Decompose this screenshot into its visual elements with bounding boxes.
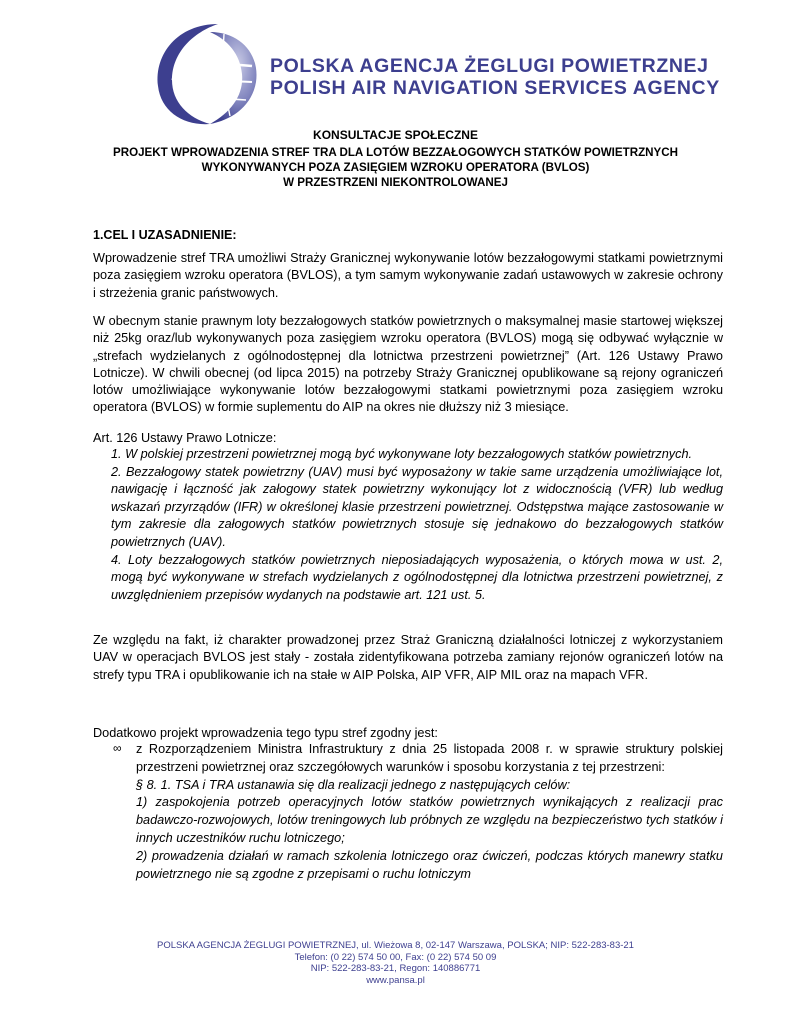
quote-point-4: 4. Loty bezzałogowych statków powietrznych nieposiadających wyposażenia, o których mowa w ust. 2, mogą być wykonywane w strefach wydzielanych z ogólnodostępnej dla lotnictwa przestrzeni powietrznej, z uwzględnieniem przepisów wydanych na podstawie art. 121 ust. 5.	[111, 552, 723, 602]
paragraph-justification: Ze względu na fakt, iż charakter prowadzonej przez Straż Graniczną działalności lotniczej z wykorzystaniem UAV w operacjach BVLOS jest stały - została zidentyfikowana potrzeba zamiany rejonów ograniczeń lotów na strefy typu TRA i opublikowanie ich na stałe w AIP Polska, AIP VFR, AIP MIL oraz na mapach VFR.	[93, 633, 723, 682]
section-heading: 1.CEL I UZASADNIENIE:	[93, 228, 237, 242]
paragraph-article-ref: Art. 126 Ustawy Prawo Lotnicze:	[93, 431, 277, 445]
regulation-quote-3: 2) prowadzenia działań w ramach szkolenia lotniczego oraz ćwiczeń, podczas których manewry statku powietrznego nie są zgodne z przepisami o ruchu lotniczym	[136, 848, 723, 881]
page-footer	[0, 940, 791, 986]
regulation-quote-1: § 8. 1. TSA i TRA ustanawia się dla realizacji jednego z następujących celów:	[136, 777, 571, 792]
title-line-2: WYKONYWANYCH POZA ZASIĘGIEM WZROKU OPERATORA (BVLOS)	[201, 161, 590, 174]
paragraph-legal-state: W obecnym stanie prawnym loty bezzałogowych statków powietrznych o maksymalnej masie startowej większej niż 25kg oraz/lub wykonywanych poza zasięgiem wzroku operatora (BVLOS) mogą się odbywać wyłącznie w „strefach wydzielanych z ogólnodostępnej dla lotnictwa przestrzeni powietrznej” (Art. 126 Ustawy Prawo Lotnicze). W chwili obecnej (od lipca 2015) na potrzeby Straży Granicznej opublikowane są rejony ograniczeń lotów umożliwiające wykonywanie lotów bezzałogowymi statkami powietrznymi poza zasięgiem wzroku operatora (BVLOS) w formie suplementu do AIP na okres nie dłuższy niż 3 miesiące.	[93, 314, 723, 415]
quote-point-2: 2. Bezzałogowy statek powietrzny (UAV) musi być wyposażony w takie same urządzenia umożliwiające lot, nawigację i łączność jak załogowy statek powietrzny wykonujący lot z widocznością (VFR) lub według wskazań przyrządów (IFR) w określonej klasie przestrzeni powietrznej. Odstępstwa mające zastosowanie w tym zakresie dla załogowych statków powietrznych stosuje się jednakowo do bezzałogowych statków powietrznych (UAV).	[111, 464, 723, 549]
footer-address: POLSKA AGENCJA ŻEGLUGI POWIETRZNEJ, ul. Wieżowa 8, 02-147 Warszawa, POLSKA; NIP: 522-283-83-21	[157, 940, 634, 951]
footer-ids: NIP: 522-283-83-21, Regon: 140886771	[310, 963, 481, 974]
title-line-1: PROJEKT WPROWADZENIA STREF TRA DLA LOTÓW BEZZAŁOGOWYCH STATKÓW POWIETRZNYCH	[112, 146, 679, 159]
list-item	[136, 741, 723, 883]
footer-phone: Telefon: (0 22) 574 50 00, Fax: (0 22) 574 50 09	[294, 951, 497, 963]
title-line-3: W PRZESTRZENI NIEKONTROLOWANEJ	[283, 176, 508, 189]
article-quote	[111, 446, 723, 604]
quote-point-1: 1. W polskiej przestrzeni powietrznej mogą być wykonywane loty bezzałogowych statków powietrznych.	[111, 447, 693, 461]
bullet-text: z Rozporządzeniem Ministra Infrastruktury z dnia 25 listopada 2008 r. w sprawie struktury polskiej przestrzeni powietrznej oraz szczegółowych warunków i sposobu korzystania z tej przestrzeni:	[136, 742, 723, 774]
paragraph-compliance-intro: Dodatkowo projekt wprowadzenia tego typu stref zgodny jest:	[93, 726, 438, 740]
regulation-quote-2: 1) zaspokojenia potrzeb operacyjnych lotów statków powietrznych wynikających z realizacji prac badawczo-rozwojowych, lotów treningowych lub próbnych ze względu na bezpieczeństwo tych statków i innych uczestników ruchu lotniczego;	[136, 795, 723, 845]
consultation-heading: KONSULTACJE SPOŁECZNE	[313, 128, 478, 142]
agency-name-pl: POLSKA AGENCJA ŻEGLUGI POWIETRZNEJ	[270, 55, 709, 77]
paragraph-purpose: Wprowadzenie stref TRA umożliwi Straży Granicznej wykonywanie lotów bezzałogowymi statkami powietrznymi poza zasięgiem wzroku operatora (BVLOS), a tym samym wykonywanie zadań ustawowych w zakresie ochrony i strzeżenia granic państwowych.	[93, 251, 723, 300]
bullet-icon: ∞	[113, 741, 122, 755]
document-title	[0, 145, 791, 190]
agency-name-en: POLISH AIR NAVIGATION SERVICES AGENCY	[270, 77, 720, 99]
pansa-logo-icon	[148, 20, 266, 128]
footer-website-link[interactable]: www.pansa.pl	[366, 974, 425, 986]
